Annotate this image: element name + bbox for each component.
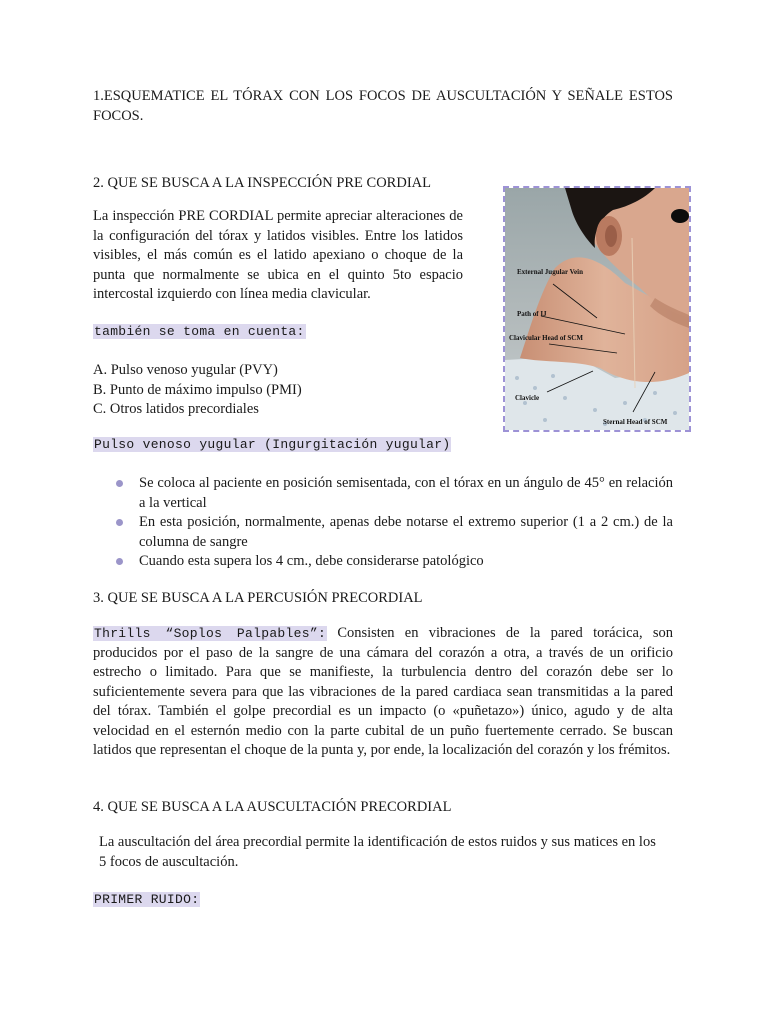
auscultation-paragraph: La auscultación del área precordial permite la identificación de estos ruidos y sus matices en los 5 focos de auscultación. (99, 834, 656, 870)
label-sternal-head: Sternal Head of SCM (603, 418, 668, 426)
neck-photo-illustration (505, 188, 689, 430)
also-considered-label (93, 322, 306, 342)
bullet-dot-icon (116, 558, 123, 565)
question-2-heading: 2. QUE SE BUSCA A LA INSPECCIÓN PRE CORDIAL (93, 175, 431, 191)
pvy-label-text: Pulso venoso yugular (Ingurgitación yugular) (94, 437, 451, 452)
inspection-list (93, 361, 473, 420)
question-1: 1.ESQUEMATICE EL TÓRAX CON LOS FOCOS DE AUSCULTACIÓN Y SEÑALE ESTOS FOCOS. (93, 88, 673, 124)
question-3-heading: 3. QUE SE BUSCA A LA PERCUSIÓN PRECORDIAL (93, 590, 423, 606)
thrills-label: Thrills “Soplos Palpables”: (94, 626, 327, 641)
pvy-label (93, 435, 451, 455)
label-clavicular-head: Clavicular Head of SCM (509, 334, 583, 342)
list-item (93, 513, 673, 552)
primer-ruido-label (93, 890, 200, 910)
bullet-text: En esta posición, normalmente, apenas debe notarse el extremo superior (1 a 2 cm.) de la columna de sangre (139, 514, 673, 550)
bullet-dot-icon (116, 519, 123, 526)
label-external-jugular-vein: External Jugular Vein (517, 268, 583, 276)
bullet-dot-icon (116, 480, 123, 487)
question-4-heading: 4. QUE SE BUSCA A LA AUSCULTACIÓN PRECORDIAL (93, 799, 452, 815)
also-considered-text: también se toma en cuenta: (94, 324, 305, 339)
inspection-paragraph: La inspección PRE CORDIAL permite apreciar alteraciones de la configuración del tórax y latidos visibles. Entre los latidos visibles, el más común es el latido apexiano o choque de la punta que normalmente se ubica en el quinto 5to espacio intercostal izquierdo con línea media clavicular. (93, 208, 463, 302)
neck-anatomy-figure (503, 186, 691, 432)
list-item (93, 552, 673, 572)
label-clavicle: Clavicle (515, 394, 540, 402)
bullet-text: Se coloca al paciente en posición semisentada, con el tórax en un ángulo de 45° en relación a la vertical (139, 475, 673, 511)
bullet-text: Cuando esta supera los 4 cm., debe considerarse patológico (139, 553, 484, 569)
list-item: A. Pulso venoso yugular (PVY) (93, 362, 278, 378)
list-item: C. Otros latidos precordiales (93, 401, 259, 417)
pvy-bullet-list (93, 474, 673, 572)
label-path-of-ij: Path of IJ (517, 310, 547, 318)
primer-ruido-text: PRIMER RUIDO: (94, 892, 200, 907)
thrills-text: Consisten en vibraciones de la pared torácica, son producidos por el paso de la sangre de una cámara del corazón a otra, a través de un orificio estrecho o limitado. Para que se manifieste, la turbulencia dentro del corazón debe ser lo suficientemente severa para que las vibraciones de la pared cardiaca sean transmitidas a la pared del tórax. También el golpe precordial es un impacto (o «puñetazo») único, agudo y de alta velocidad en el esternón medio con la parte cubital de un puño fuertemente cerrado. Se buscan latidos que representan el choque de la punta y, por ende, la localización del corazón y los frémitos. (93, 625, 674, 758)
list-item (93, 474, 673, 513)
thrills-paragraph (93, 624, 673, 761)
list-item: B. Punto de máximo impulso (PMI) (93, 381, 302, 398)
